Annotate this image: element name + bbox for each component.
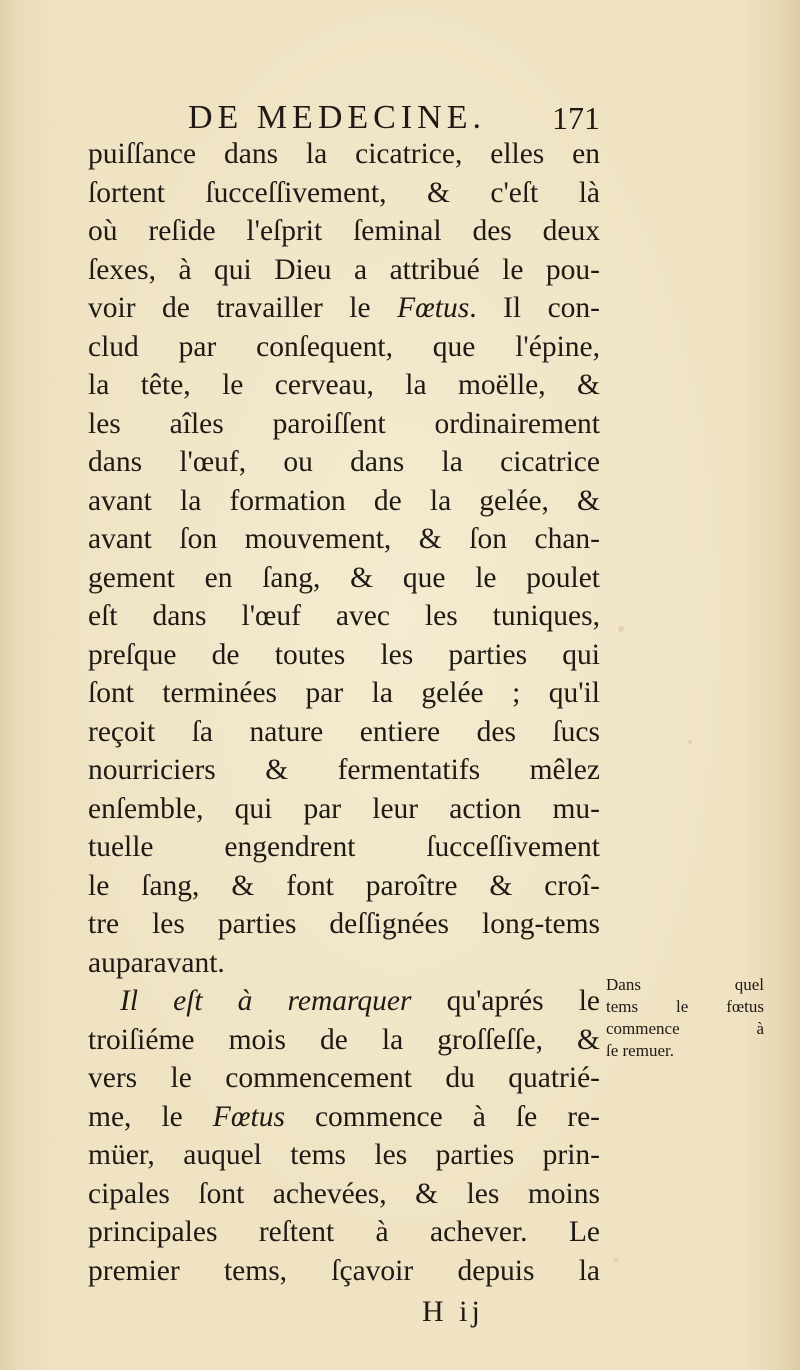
text-line: auparavant. [88, 946, 225, 979]
foxing-spot [618, 626, 624, 632]
text-run: commence à ſe re- [284, 1100, 600, 1133]
foxing-spot [614, 1258, 618, 1262]
margin-note [606, 974, 764, 1062]
text-run: . Il con- [469, 292, 600, 324]
text-line: enſemble, qui par leur action mu- [88, 792, 600, 825]
main-text [88, 135, 600, 1290]
text-line: dans l'œuf, ou dans la cicatrice [88, 446, 600, 478]
text-line: ſont terminées par la gelée ; qu'il [88, 677, 600, 709]
text-line: reçoit ſa nature entiere des ſucs [88, 715, 600, 748]
text-line: eſt dans l'œuf avec les tuniques, [88, 600, 600, 632]
text-line [88, 982, 600, 1021]
text-line: le ſang, & font paroître & croî- [88, 869, 600, 902]
text-line: nourriciers & fermentatifs mêlez [88, 754, 600, 786]
text-line: clud par conſequent, que l'épine, [88, 330, 600, 363]
margin-note-line: ſe remuer. [606, 1041, 674, 1060]
text-line [88, 289, 600, 328]
text-line: avant ſon mouvement, & ſon chan- [88, 523, 600, 555]
margin-note-line: Dans quel [606, 975, 764, 994]
text-line [88, 1098, 600, 1137]
text-line: puiſſance dans la cicatrice, elles en [88, 138, 600, 170]
text-line: principales reſtent à achever. Le [88, 1216, 600, 1248]
text-line: gement en ſang, & que le poulet [88, 561, 600, 594]
margin-note-line: commence à [606, 1019, 764, 1038]
running-head [88, 96, 600, 140]
italic-term: Fœtus [397, 292, 470, 324]
text-line: avant la formation de la gelée, & [88, 484, 600, 517]
text-line: ſexes, à qui Dieu a attribué le pou- [88, 253, 600, 286]
text-line: premier tems, ſçavoir depuis la [88, 1254, 600, 1287]
text-line: ſortent ſucceſſivement, & c'eſt là [88, 176, 600, 209]
text-line: où reſide l'eſprit ſeminal des deux [88, 215, 600, 247]
text-run: voir de travailler le [88, 292, 398, 324]
margin-note-line: tems le fœtus [606, 997, 764, 1016]
text-run: me, le [88, 1100, 213, 1133]
text-line: tre les parties deſſignées long-tems [88, 908, 600, 940]
text-line: vers le commencement du quatrié- [88, 1062, 600, 1094]
text-line: müer, auquel tems les parties prin- [88, 1139, 600, 1171]
text-line: cipales ſont achevées, & les moins [88, 1177, 600, 1210]
signature-mark: H ij [422, 1295, 484, 1328]
text-line: troiſiéme mois de la groſſeſſe, & [88, 1023, 600, 1056]
text-line: tuelle engendrent ſucceſſivement [88, 831, 600, 863]
italic-phrase: Il eſt à remarquer [120, 985, 412, 1017]
text-line: preſque de toutes les parties qui [88, 638, 600, 671]
running-head-title: DE MEDECINE. [188, 99, 486, 136]
text-line: les aîles paroiſſent ordinairement [88, 407, 600, 440]
text-line: la tête, le cerveau, la moëlle, & [88, 369, 600, 401]
text-run: qu'aprés le [411, 985, 600, 1017]
italic-term: Fœtus [212, 1100, 285, 1133]
page-number: 171 [552, 100, 600, 136]
foxing-spot [688, 740, 692, 744]
